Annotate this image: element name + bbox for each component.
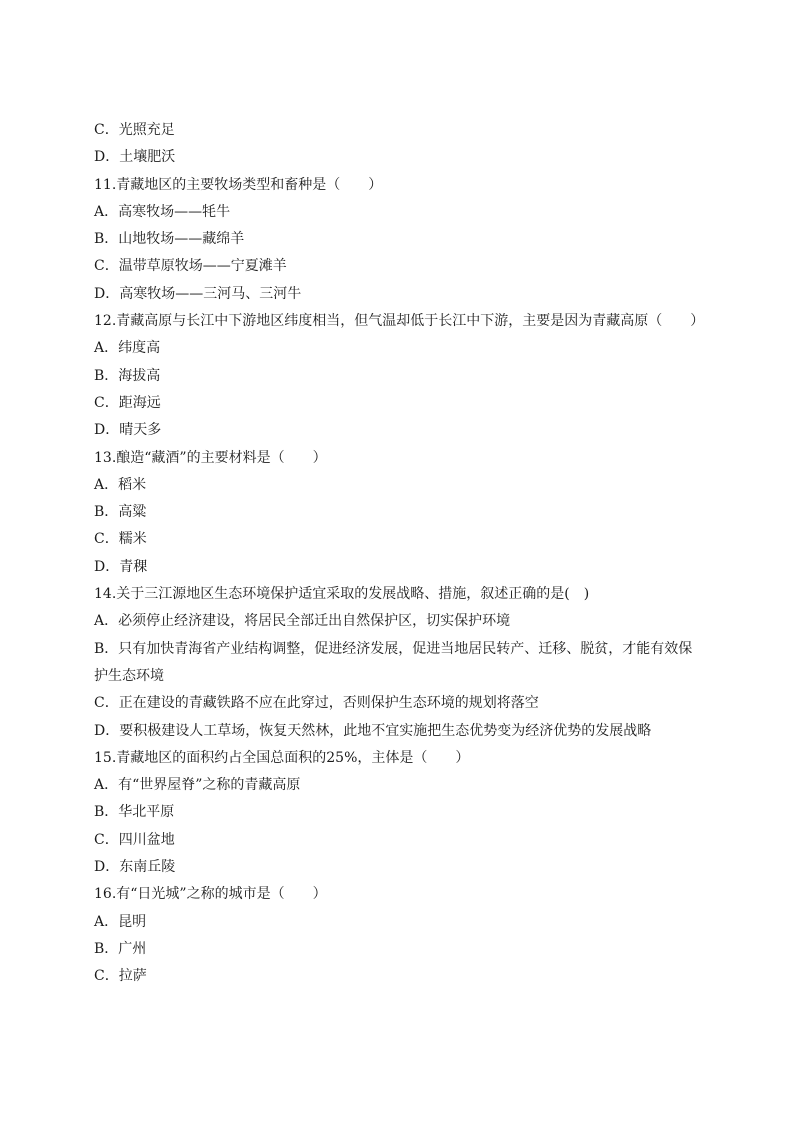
q14-option-d: D．要积极建设人工草场，恢复天然林，此地不宜实施把生态优势变为经济优势的发展战略 <box>94 722 652 739</box>
q13-option-d: D．青稞 <box>94 558 148 575</box>
question-11: 11.青藏地区的主要牧场类型和畜种是（ ） <box>94 176 383 193</box>
q16-option-b: B．广州 <box>94 940 147 957</box>
q14-option-b-continued: 护生态环境 <box>94 667 164 684</box>
q11-option-b: B．山地牧场——藏绵羊 <box>94 231 245 248</box>
q11-option-a: A．高寒牧场——牦牛 <box>94 203 231 220</box>
q13-option-b: B．高粱 <box>94 504 147 521</box>
option-d-line: D．土壤肥沃 <box>94 149 176 166</box>
q14-option-a: A．必须停止经济建设，将居民全部迁出自然保护区，切实保护环境 <box>94 613 511 630</box>
question-16: 16.有“日光城”之称的城市是（ ） <box>94 886 327 903</box>
q11-option-d: D．高寒牧场——三河马、三河牛 <box>94 285 302 302</box>
question-list <box>94 117 714 991</box>
question-15: 15.青藏地区的面积约占全国总面积的25%，主体是（ ） <box>94 749 470 766</box>
q12-option-d: D．晴天多 <box>94 422 162 439</box>
q13-option-c: C．糯米 <box>94 531 147 548</box>
q12-option-a: A．纬度高 <box>94 340 161 357</box>
q12-option-b: B．海拔高 <box>94 367 161 384</box>
q16-option-c: C．拉萨 <box>94 968 147 985</box>
q15-option-a: A．有“世界屋脊”之称的青藏高原 <box>94 777 301 794</box>
q15-option-c: C．四川盆地 <box>94 831 175 848</box>
q12-option-c: C．距海远 <box>94 394 161 411</box>
q15-option-d: D．东南丘陵 <box>94 859 176 876</box>
q15-option-b: B．华北平原 <box>94 804 175 821</box>
option-c-line: C．光照充足 <box>94 122 175 138</box>
q14-option-c: C．正在建设的青藏铁路不应在此穿过，否则保护生态环境的规划将落空 <box>94 695 539 712</box>
question-14: 14.关于三江源地区生态环境保护适宜采取的发展战略、措施，叙述正确的是( ) <box>94 586 590 603</box>
question-13: 13.酿造“藏酒”的主要材料是（ ） <box>94 449 327 466</box>
q11-option-c: C．温带草原牧场——宁夏滩羊 <box>94 258 287 275</box>
question-12: 12.青藏高原与长江中下游地区纬度相当，但气温却低于长江中下游，主要是因为青藏高原（ ） <box>94 313 705 330</box>
q13-option-a: A．稻米 <box>94 476 147 493</box>
q14-option-b: B．只有加快青海省产业结构调整，促进经济发展，促进当地居民转产、迁移、脱贫，才能有效保 <box>94 640 693 657</box>
q16-option-a: A．昆明 <box>94 913 147 930</box>
